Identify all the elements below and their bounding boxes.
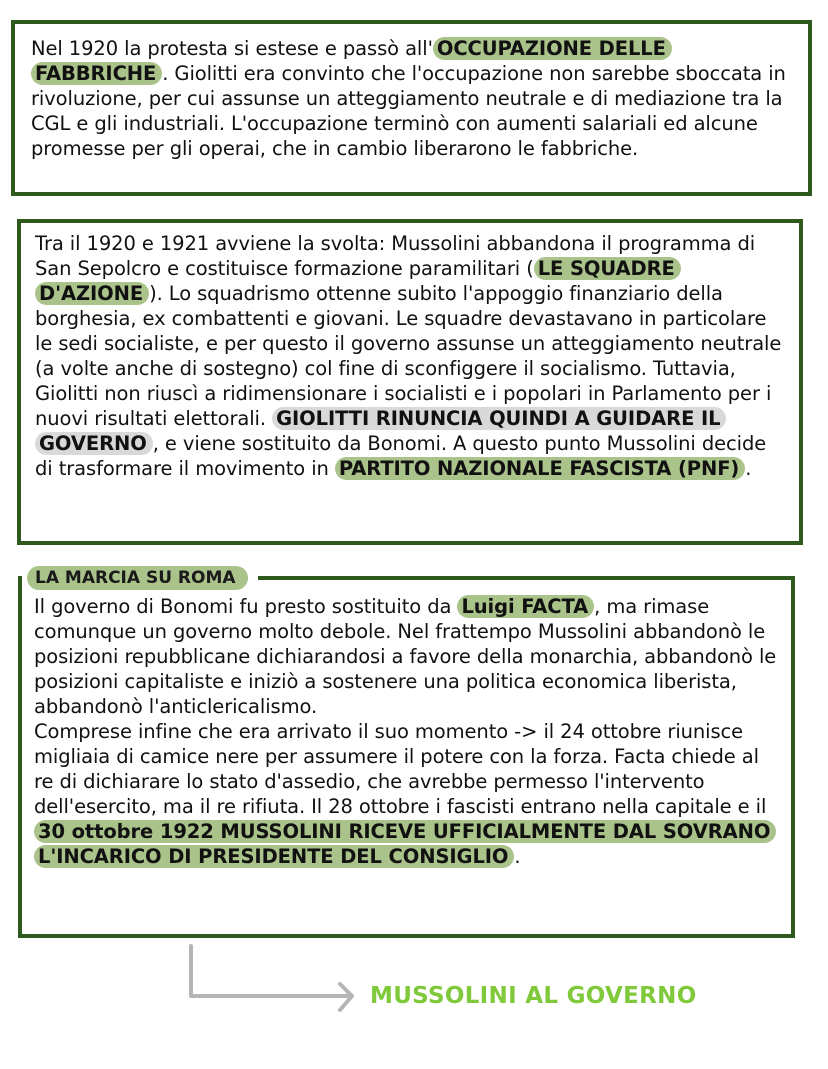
highlight-luigi-facta: Luigi FACTA: [457, 595, 594, 618]
paragraph-svolta: Tra il 1920 e 1921 avviene la svolta: Mussolini abbandona il programma di San Sepolcro e costituisce formazione paramilitari ( LE SQUADRE D'AZIONE ). Lo squadrismo ottenne subito l'appoggio finanziario della borghesia, ex combattenti e giovani. Le squadre devastavano in particolare le sedi socialiste, e per questo il governo assunse un atteggiamento neutrale (a volte anche di sostegno) col fine di sconfiggere il socialismo. Tuttavia, Giolitti non riuscì a ridimensionare i socialisti e i popolari in Parlamento per i nuovi risultati elettorali. GIOLITTI RINUNCIA QUINDI A GUIDARE IL GOVERNO , e viene sostituito da Bonomi. A questo punto Mussolini decide di trasformare il movimento in PARTITO NAZIONALE FASCISTA (PNF) .: [35, 232, 782, 480]
note-box-occupazione: [11, 20, 812, 196]
link-mussolini-al-governo[interactable]: MUSSOLINI AL GOVERNO: [370, 983, 697, 1009]
highlight-giolitti-rinuncia: GIOLITTI RINUNCIA QUINDI A GUIDARE IL GOVERNO: [35, 407, 726, 455]
section-title-marcia-su-roma: LA MARCIA SU ROMA: [27, 566, 248, 590]
highlight-squadre-azione: LE SQUADRE D'AZIONE: [35, 257, 681, 305]
paragraph-marcia-2: Comprese infine che era arrivato il suo momento -> il 24 ottobre riunisce migliaia di camice nere per assumere il potere con la forza. Facta chiede al re di dichiarare lo stato d'assedio, che avrebbe permesso l'intervento dell'esercito, ma il re rifiuta. Il 28 ottobre i fascisti entrano nella capitale e il 30 ottobre 1922 MUSSOLINI RICEVE UFFICIALMENTE DAL SOVRANO L'INCARICO DI PRESIDENTE DEL CONSIGLIO .: [34, 719, 779, 869]
highlight-occupazione-fabbriche: OCCUPAZIONE DELLE FABBRICHE: [31, 37, 672, 85]
note-box-marcia: [18, 576, 795, 938]
highlight-mussolini-incarico: 30 ottobre 1922 MUSSOLINI RICEVE UFFICIALMENTE DAL SOVRANO L'INCARICO DI PRESIDENTE DEL CONSIGLIO: [34, 820, 776, 868]
paragraph-occupazione: Nel 1920 la protesta si estese e passò all' OCCUPAZIONE DELLE FABBRICHE . Giolitti era convinto che l'occupazione non sarebbe sboccata in rivoluzione, per cui assunse un atteggiamento neutrale e di mediazione tra la CGL e gli industriali. L'occupazione terminò con aumenti salariali ed alcune promesse per gli operai, che in cambio liberarono le fabbriche.: [31, 37, 786, 160]
highlight-pnf: PARTITO NAZIONALE FASCISTA (PNF): [335, 457, 745, 480]
arrow-icon: [180, 944, 370, 1024]
note-box-svolta: [17, 219, 803, 545]
paragraph-marcia-1: Il governo di Bonomi fu presto sostituito da Luigi FACTA , ma rimase comunque un governo molto debole. Nel frattempo Mussolini abbandonò le posizioni repubblicane dichiarandosi a favore della monarchia, abbandonò le posizioni capitaliste e iniziò a sostenere una politica economica liberista, abbandonò l'anticlericalismo.: [34, 595, 777, 718]
